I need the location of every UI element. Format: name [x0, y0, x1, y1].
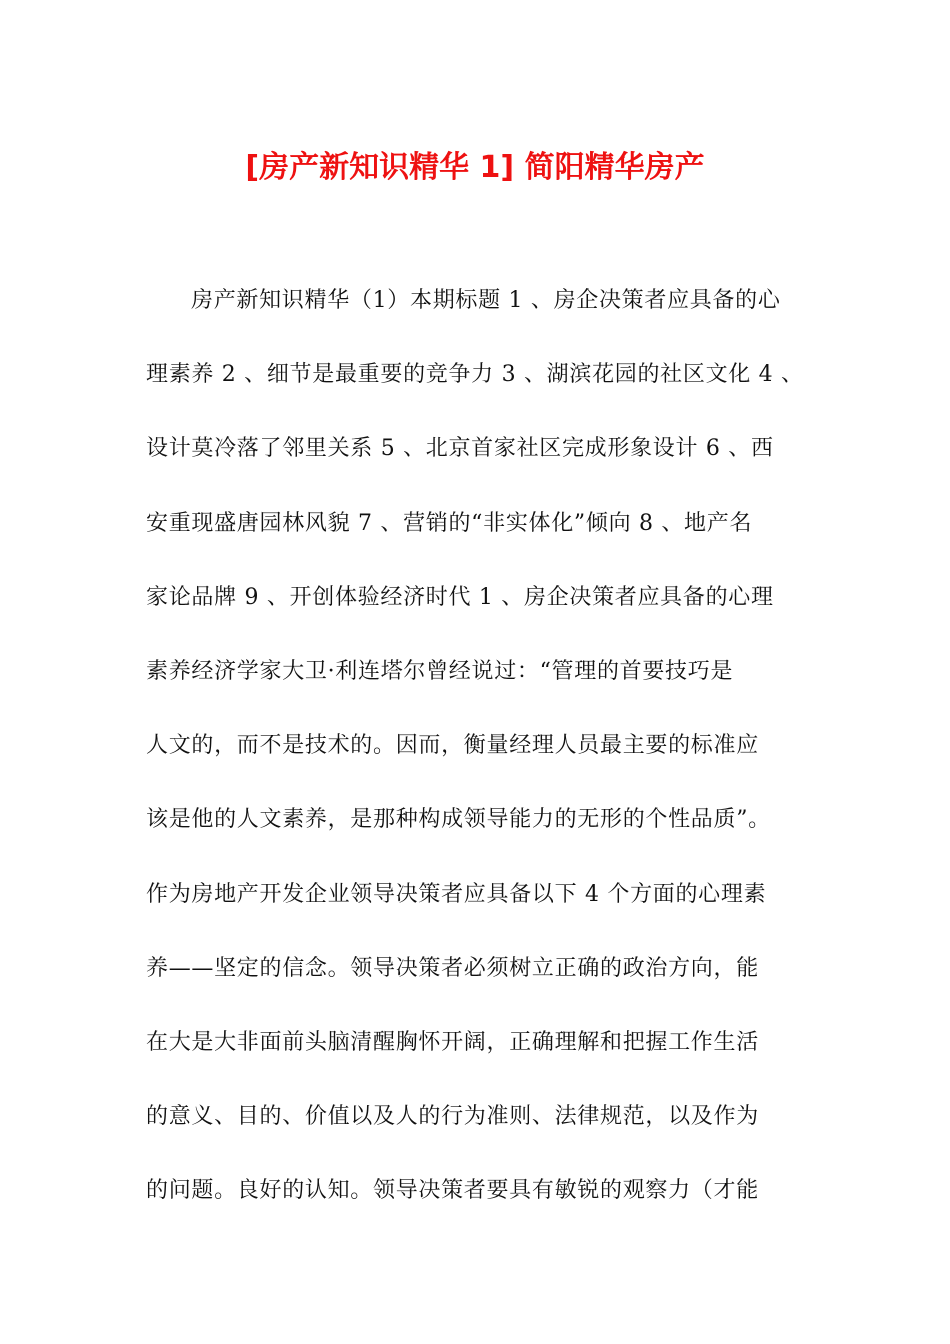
document-title: [房产新知识精华 1] 简阳精华房产: [245, 150, 705, 185]
body-line: 的意义、目的、价值以及人的行为准则、法律规范，以及作为: [146, 1104, 759, 1130]
body-line: 房产新知识精华（1）本期标题 1 、房企决策者应具备的心: [191, 288, 781, 313]
body-line: 作为房地产开发企业领导决策者应具备以下 4 个方面的心理素: [146, 881, 767, 907]
body-line: 人文的，而不是技术的。因而，衡量经理人员最主要的标准应: [146, 733, 759, 759]
body-line: 该是他的人文素养，是那种构成领导能力的无形的个性品质”。: [146, 807, 771, 833]
body-line: 理素养 2 、细节是最重要的竞争力 3 、湖滨花园的社区文化 4 、: [146, 362, 804, 388]
body-line: 安重现盛唐园林风貌 7 、营销的“非实体化”倾向 8 、地产名: [146, 510, 753, 536]
body-line: 的问题。良好的认知。领导决策者要具有敏锐的观察力（才能: [146, 1178, 759, 1204]
body-line: 养——坚定的信念。领导决策者必须树立正确的政治方向，能: [146, 955, 759, 981]
body-line: 家论品牌 9 、开创体验经济时代 1 、房企决策者应具备的心理: [146, 584, 774, 610]
document-body: [146, 278, 806, 1242]
body-line: 在大是大非面前头脑清醒胸怀开阔，正确理解和把握工作生活: [146, 1029, 759, 1055]
body-line: 素养经济学家大卫·利连塔尔曾经说过：“管理的首要技巧是: [146, 658, 734, 684]
body-line: 设计莫冷落了邻里关系 5 、北京首家社区完成形象设计 6 、西: [146, 436, 774, 462]
